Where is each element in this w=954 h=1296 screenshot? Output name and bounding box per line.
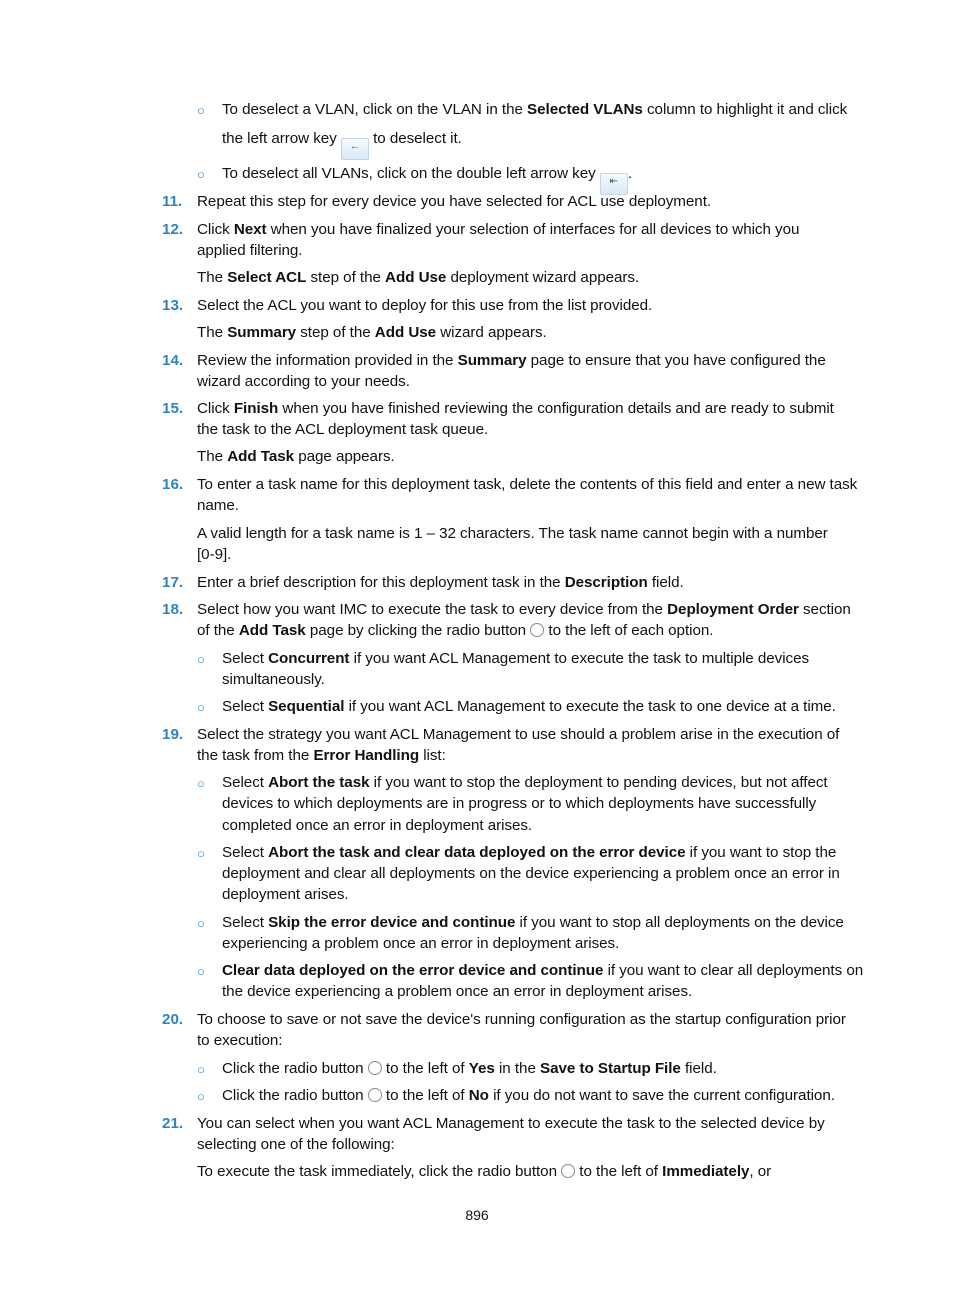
text-line: simultaneously. <box>222 671 325 688</box>
step-number: 18. <box>162 601 184 618</box>
text-line: of the Add Task page by clicking the radio button to the left of each option. <box>197 622 714 639</box>
text-line: [0-9]. <box>197 546 232 563</box>
step-number: 21. <box>162 1115 184 1132</box>
text-line: to execution: <box>197 1032 283 1049</box>
radio-button-icon <box>368 1061 382 1075</box>
text-line: To enter a task name for this deployment task, delete the contents of this field and enter a new task <box>197 476 858 493</box>
step-number: 13. <box>162 297 184 314</box>
text-line: deployment arises. <box>222 886 349 903</box>
text-line: wizard according to your needs. <box>197 373 410 390</box>
text-line: Select Sequential if you want ACL Management to execute the task to one device at a time. <box>222 698 836 715</box>
sub-bullet: ○ <box>197 1062 205 1077</box>
text-line: The Add Task page appears. <box>197 448 395 465</box>
text-line: applied filtering. <box>197 242 303 259</box>
text-line: Select how you want IMC to execute the task to every device from the Deployment Order section <box>197 601 851 618</box>
double-left-arrow-icon: ⇤ <box>600 173 628 195</box>
sub-bullet: ○ <box>197 916 205 931</box>
text-line: The Summary step of the Add Use wizard appears. <box>197 324 547 341</box>
sub-bullet: ○ <box>197 964 205 979</box>
text-line: Click Finish when you have finished reviewing the configuration details and are ready to submit <box>197 400 834 417</box>
sub-bullet: ○ <box>197 167 205 182</box>
sub-bullet: ○ <box>197 700 205 715</box>
text-line: Click the radio button to the left of No if you do not want to save the current configuration. <box>222 1087 835 1104</box>
text-line: the device experiencing a problem once an error in deployment arises. <box>222 983 693 1000</box>
text-line: experiencing a problem once an error in deployment arises. <box>222 935 620 952</box>
text-line: The Select ACL step of the Add Use deployment wizard appears. <box>197 269 640 286</box>
text-line: Clear data deployed on the error device and continue if you want to clear all deployments on <box>222 962 864 979</box>
text-line: Select Concurrent if you want ACL Management to execute the task to multiple devices <box>222 650 810 667</box>
text-line: the left arrow key ← to deselect it. <box>222 129 462 160</box>
step-number: 19. <box>162 726 184 743</box>
text-line: name. <box>197 497 239 514</box>
text-line: Click Next when you have finalized your selection of interfaces for all devices to which you <box>197 221 800 238</box>
radio-button-icon <box>561 1164 575 1178</box>
sub-bullet: ○ <box>197 652 205 667</box>
radio-button-icon <box>530 623 544 637</box>
text-line: deployment and clear all deployments on the device experiencing a problem once an error in <box>222 865 840 882</box>
step-number: 15. <box>162 400 184 417</box>
text-line: Select the ACL you want to deploy for this use from the list provided. <box>197 297 653 314</box>
text-line: Select Skip the error device and continue if you want to stop all deployments on the device <box>222 914 844 931</box>
sub-bullet: ○ <box>197 776 205 791</box>
text-line: To execute the task immediately, click the radio button to the left of Immediately, or <box>197 1163 772 1180</box>
text-line: Select Abort the task and clear data deployed on the error device if you want to stop the <box>222 844 837 861</box>
text-line: Enter a brief description for this deployment task in the Description field. <box>197 574 684 591</box>
text-line: To deselect all VLANs, click on the double left arrow key ⇤ . <box>222 164 632 195</box>
step-number: 17. <box>162 574 184 591</box>
page-number: 896 <box>465 1207 489 1223</box>
left-arrow-icon: ← <box>341 138 369 160</box>
text-line: Select the strategy you want ACL Management to use should a problem arise in the execution of <box>197 726 840 743</box>
text-line: the task from the Error Handling list: <box>197 747 446 764</box>
sub-bullet: ○ <box>197 846 205 861</box>
text-line: completed once an error in deployment arises. <box>222 817 533 834</box>
sub-bullet: ○ <box>197 103 205 118</box>
text-line: Select Abort the task if you want to stop the deployment to pending devices, but not affect <box>222 774 828 791</box>
text-line: Repeat this step for every device you have selected for ACL use deployment. <box>197 193 712 210</box>
radio-button-icon <box>368 1088 382 1102</box>
text-line: To choose to save or not save the device's running configuration as the startup configuration prior <box>197 1011 846 1028</box>
text-line: devices to which deployments are in progress or to which deployments have successfully <box>222 795 817 812</box>
text-line: You can select when you want ACL Management to execute the task to the selected device by <box>197 1115 825 1132</box>
text-line: selecting one of the following: <box>197 1136 395 1153</box>
text-line: the task to the ACL deployment task queue. <box>197 421 489 438</box>
step-number: 14. <box>162 352 184 369</box>
step-number: 16. <box>162 476 184 493</box>
text-line: To deselect a VLAN, click on the VLAN in the Selected VLANs column to highlight it and click <box>222 101 848 118</box>
step-number: 12. <box>162 221 184 238</box>
text-line: Review the information provided in the Summary page to ensure that you have configured the <box>197 352 826 369</box>
text-line: A valid length for a task name is 1 – 32 characters. The task name cannot begin with a number <box>197 525 828 542</box>
step-number: 20. <box>162 1011 184 1028</box>
step-number: 11. <box>162 193 183 210</box>
sub-bullet: ○ <box>197 1089 205 1104</box>
text-line: Click the radio button to the left of Yes in the Save to Startup File field. <box>222 1060 717 1077</box>
